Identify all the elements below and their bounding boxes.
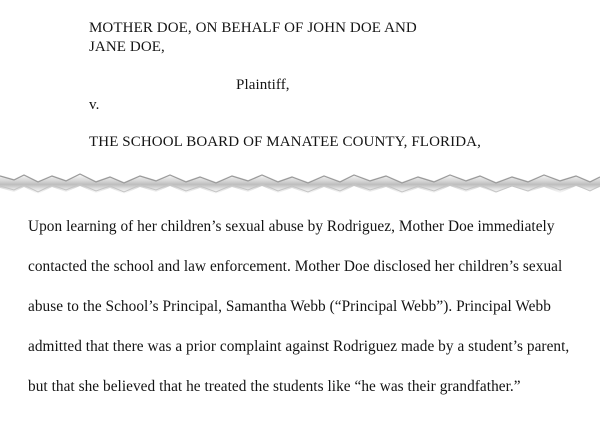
excerpt-line-5: but that she believed that he treated the students like “he was their grandfather.” <box>28 378 521 395</box>
versus: v. <box>89 97 100 113</box>
defendant-name: THE SCHOOL BOARD OF MANATEE COUNTY, FLORIDA, <box>89 134 481 150</box>
plaintiff-name-line-1: MOTHER DOE, ON BEHALF OF JOHN DOE AND <box>89 20 417 36</box>
excerpt-line-1: Upon learning of her children’s sexual abuse by Rodriguez, Mother Doe immediately <box>28 218 555 235</box>
plaintiff-role: Plaintiff, <box>236 77 290 93</box>
plaintiff-name-line-2: JANE DOE, <box>89 39 165 55</box>
excerpt-line-2: contacted the school and law enforcement. Mother Doe disclosed her children’s sexual <box>28 258 563 275</box>
excerpt-line-4: admitted that there was a prior complaint against Rodriguez made by a student’s parent, <box>28 338 570 355</box>
excerpt-line-3: abuse to the School’s Principal, Samantha Webb (“Principal Webb”). Principal Webb <box>28 298 551 315</box>
case-caption <box>0 0 600 180</box>
torn-paper-divider <box>0 155 600 203</box>
